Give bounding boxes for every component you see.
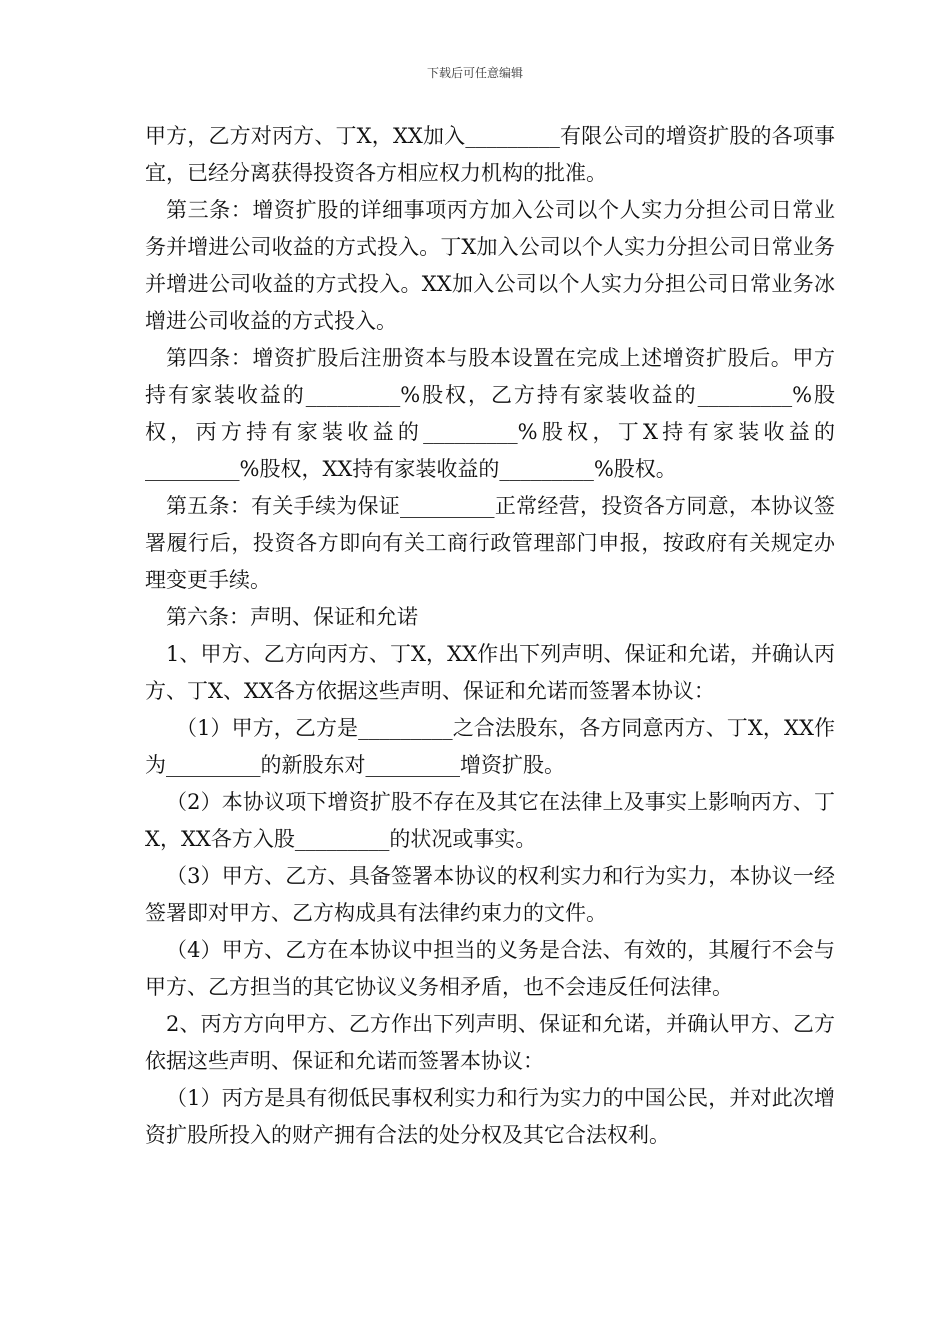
paragraph-article-3: 第三条：增资扩股的详细事项丙方加入公司以个人实力分担公司日常业务并增进公司收益的方式投入。丁X加入公司以个人实力分担公司日常业务并增进公司收益的方式投入。XX加入公司以个人实力分担公司日常业务冰增进公司收益的方式投入。 xyxy=(145,198,835,333)
paragraph-item-2-1: （1）丙方是具有彻低民事权利实力和行为实力的中国公民，并对此次增资扩股所投入的财产拥有合法的处分权及其它合法权利。 xyxy=(145,1086,835,1147)
paragraph-clause-2: 2、丙方方向甲方、乙方作出下列声明、保证和允诺，并确认甲方、乙方依据这些声明、保证和允诺而签署本协议： xyxy=(145,1012,835,1073)
paragraph-article-6: 第六条：声明、保证和允诺 xyxy=(166,605,418,629)
paragraph-item-1-4: （4）甲方、乙方在本协议中担当的义务是合法、有效的，其履行不会与甲方、乙方担当的其它协议义务相矛盾，也不会违反任何法律。 xyxy=(145,938,835,999)
paragraph-article-4: 第四条：增资扩股后注册资本与股本设置在完成上述增资扩股后。甲方持有家装收益的_________%股权，乙方持有家装收益的_________%股权，丙方持有家装收益的_________%股权，丁X持有家装收益的_________%股权，XX持有家装收益的_________%股权。 xyxy=(145,346,835,481)
paragraph-approval: 甲方，乙方对丙方、丁X，XX加入_________有限公司的增资扩股的各项事宜，已经分离获得投资各方相应权力机构的批准。 xyxy=(145,124,835,185)
page-header: 下载后可任意编辑 xyxy=(426,66,523,80)
document-body xyxy=(145,118,835,1154)
paragraph-item-1-2: （2）本协议项下增资扩股不存在及其它在法律上及事实上影响丙方、丁X，XX各方入股_________的状况或事实。 xyxy=(145,790,835,851)
paragraph-clause-1: 1、甲方、乙方向丙方、丁X，XX作出下列声明、保证和允诺，并确认丙方、丁X、XX各方依据这些声明、保证和允诺而签署本协议： xyxy=(145,642,835,703)
paragraph-article-5: 第五条：有关手续为保证_________正常经营，投资各方同意，本协议签署履行后，投资各方即向有关工商行政管理部门申报，按政府有关规定办理变更手续。 xyxy=(145,494,835,592)
paragraph-item-1-1: （1）甲方，乙方是_________之合法股东，各方同意丙方、丁X，XX作为_________的新股东对_________增资扩股。 xyxy=(145,716,835,777)
paragraph-item-1-3: （3）甲方、乙方、具备签署本协议的权利实力和行为实力，本协议一经签署即对甲方、乙方构成具有法律约束力的文件。 xyxy=(145,864,835,925)
